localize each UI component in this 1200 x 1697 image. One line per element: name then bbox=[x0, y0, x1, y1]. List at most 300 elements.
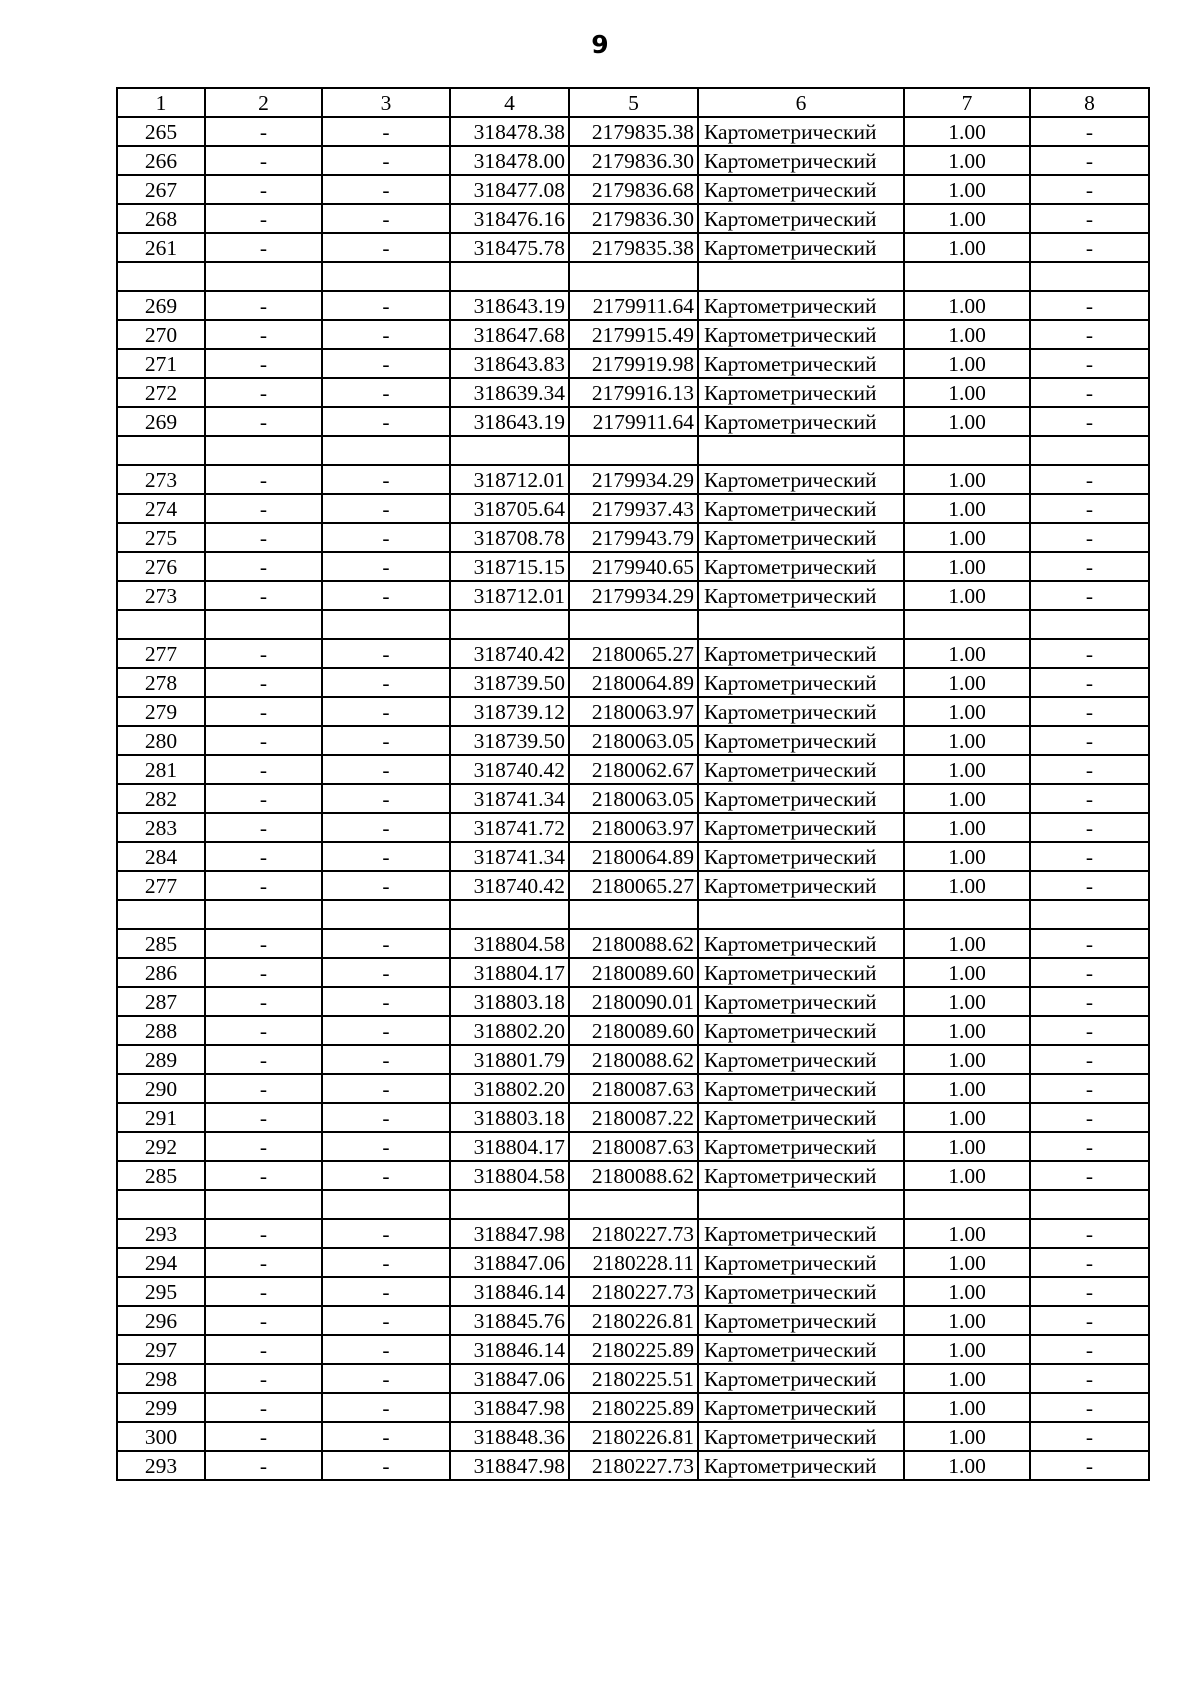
col8-cell: - bbox=[1030, 581, 1149, 610]
accuracy-cell: 1.00 bbox=[904, 1335, 1030, 1364]
col8-cell: - bbox=[1030, 465, 1149, 494]
col2-cell: - bbox=[205, 987, 322, 1016]
table-row bbox=[117, 552, 1149, 581]
table-row bbox=[117, 175, 1149, 204]
method-cell: Картометрический bbox=[698, 1219, 904, 1248]
col3-cell bbox=[322, 262, 450, 291]
col2-cell: - bbox=[205, 958, 322, 987]
accuracy-cell: 1.00 bbox=[904, 668, 1030, 697]
method-cell: Картометрический bbox=[698, 146, 904, 175]
accuracy-cell: 1.00 bbox=[904, 987, 1030, 1016]
x-coordinate-cell: 318804.17 bbox=[450, 958, 569, 987]
col2-cell: - bbox=[205, 233, 322, 262]
point-number-cell: 299 bbox=[117, 1393, 205, 1422]
col3-cell: - bbox=[322, 552, 450, 581]
x-coordinate-cell: 318802.20 bbox=[450, 1016, 569, 1045]
col2-cell: - bbox=[205, 349, 322, 378]
y-coordinate-cell: 2180064.89 bbox=[569, 842, 698, 871]
method-cell: Картометрический bbox=[698, 291, 904, 320]
col2-cell: - bbox=[205, 204, 322, 233]
table-row bbox=[117, 494, 1149, 523]
col3-cell: - bbox=[322, 349, 450, 378]
accuracy-cell: 1.00 bbox=[904, 204, 1030, 233]
y-coordinate-cell: 2179940.65 bbox=[569, 552, 698, 581]
accuracy-cell: 1.00 bbox=[904, 523, 1030, 552]
col8-cell: - bbox=[1030, 958, 1149, 987]
table-row bbox=[117, 1364, 1149, 1393]
col3-cell: - bbox=[322, 1045, 450, 1074]
col3-cell: - bbox=[322, 465, 450, 494]
point-number-cell: 274 bbox=[117, 494, 205, 523]
accuracy-cell: 1.00 bbox=[904, 465, 1030, 494]
table-row bbox=[117, 1277, 1149, 1306]
col3-cell: - bbox=[322, 929, 450, 958]
table-row bbox=[117, 755, 1149, 784]
accuracy-cell: 1.00 bbox=[904, 1045, 1030, 1074]
table-row bbox=[117, 1306, 1149, 1335]
col3-cell: - bbox=[322, 755, 450, 784]
accuracy-cell: 1.00 bbox=[904, 726, 1030, 755]
y-coordinate-cell: 2180226.81 bbox=[569, 1306, 698, 1335]
point-number-cell bbox=[117, 610, 205, 639]
y-coordinate-cell: 2180225.51 bbox=[569, 1364, 698, 1393]
method-cell: Картометрический bbox=[698, 349, 904, 378]
x-coordinate-cell: 318478.00 bbox=[450, 146, 569, 175]
column-header: 2 bbox=[205, 88, 322, 117]
col2-cell: - bbox=[205, 146, 322, 175]
x-coordinate-cell: 318715.15 bbox=[450, 552, 569, 581]
accuracy-cell: 1.00 bbox=[904, 1132, 1030, 1161]
point-number-cell: 285 bbox=[117, 1161, 205, 1190]
y-coordinate-cell: 2179937.43 bbox=[569, 494, 698, 523]
point-number-cell: 292 bbox=[117, 1132, 205, 1161]
col3-cell: - bbox=[322, 320, 450, 349]
y-coordinate-cell: 2180227.73 bbox=[569, 1451, 698, 1480]
col2-cell: - bbox=[205, 1451, 322, 1480]
table-row bbox=[117, 117, 1149, 146]
col2-cell: - bbox=[205, 1219, 322, 1248]
accuracy-cell: 1.00 bbox=[904, 1074, 1030, 1103]
col2-cell: - bbox=[205, 175, 322, 204]
accuracy-cell: 1.00 bbox=[904, 813, 1030, 842]
col2-cell: - bbox=[205, 1016, 322, 1045]
method-cell: Картометрический bbox=[698, 755, 904, 784]
x-coordinate-cell: 318478.38 bbox=[450, 117, 569, 146]
point-number-cell: 280 bbox=[117, 726, 205, 755]
method-cell: Картометрический bbox=[698, 378, 904, 407]
point-number-cell: 294 bbox=[117, 1248, 205, 1277]
col2-cell: - bbox=[205, 1422, 322, 1451]
accuracy-cell bbox=[904, 900, 1030, 929]
table-row bbox=[117, 1422, 1149, 1451]
method-cell: Картометрический bbox=[698, 581, 904, 610]
y-coordinate-cell: 2180088.62 bbox=[569, 1161, 698, 1190]
col8-cell: - bbox=[1030, 813, 1149, 842]
x-coordinate-cell: 318741.34 bbox=[450, 842, 569, 871]
method-cell bbox=[698, 1190, 904, 1219]
y-coordinate-cell: 2179911.64 bbox=[569, 407, 698, 436]
method-cell: Картометрический bbox=[698, 1248, 904, 1277]
x-coordinate-cell: 318705.64 bbox=[450, 494, 569, 523]
x-coordinate-cell: 318845.76 bbox=[450, 1306, 569, 1335]
y-coordinate-cell: 2179911.64 bbox=[569, 291, 698, 320]
point-number-cell: 277 bbox=[117, 871, 205, 900]
col3-cell: - bbox=[322, 784, 450, 813]
y-coordinate-cell: 2180063.05 bbox=[569, 726, 698, 755]
col3-cell: - bbox=[322, 1277, 450, 1306]
x-coordinate-cell: 318639.34 bbox=[450, 378, 569, 407]
col8-cell: - bbox=[1030, 1132, 1149, 1161]
col8-cell: - bbox=[1030, 1219, 1149, 1248]
table-row bbox=[117, 784, 1149, 813]
col2-cell: - bbox=[205, 581, 322, 610]
x-coordinate-cell bbox=[450, 900, 569, 929]
accuracy-cell: 1.00 bbox=[904, 581, 1030, 610]
table-row bbox=[117, 929, 1149, 958]
col2-cell: - bbox=[205, 871, 322, 900]
table-row bbox=[117, 987, 1149, 1016]
column-header: 6 bbox=[698, 88, 904, 117]
col8-cell: - bbox=[1030, 1422, 1149, 1451]
col3-cell bbox=[322, 436, 450, 465]
point-number-cell: 261 bbox=[117, 233, 205, 262]
table-row bbox=[117, 1016, 1149, 1045]
col2-cell: - bbox=[205, 320, 322, 349]
x-coordinate-cell: 318643.83 bbox=[450, 349, 569, 378]
col3-cell bbox=[322, 1190, 450, 1219]
col8-cell: - bbox=[1030, 842, 1149, 871]
col3-cell: - bbox=[322, 581, 450, 610]
method-cell: Картометрический bbox=[698, 117, 904, 146]
col2-cell: - bbox=[205, 842, 322, 871]
table-row bbox=[117, 1335, 1149, 1364]
accuracy-cell: 1.00 bbox=[904, 407, 1030, 436]
accuracy-cell: 1.00 bbox=[904, 1248, 1030, 1277]
col3-cell: - bbox=[322, 407, 450, 436]
col2-cell bbox=[205, 610, 322, 639]
table-row bbox=[117, 1045, 1149, 1074]
col2-cell bbox=[205, 1190, 322, 1219]
method-cell: Картометрический bbox=[698, 1451, 904, 1480]
col2-cell: - bbox=[205, 494, 322, 523]
col2-cell: - bbox=[205, 407, 322, 436]
accuracy-cell: 1.00 bbox=[904, 755, 1030, 784]
x-coordinate-cell bbox=[450, 1190, 569, 1219]
y-coordinate-cell: 2180225.89 bbox=[569, 1393, 698, 1422]
col2-cell bbox=[205, 436, 322, 465]
accuracy-cell: 1.00 bbox=[904, 871, 1030, 900]
col2-cell: - bbox=[205, 1335, 322, 1364]
column-header: 7 bbox=[904, 88, 1030, 117]
method-cell: Картометрический bbox=[698, 1393, 904, 1422]
col2-cell: - bbox=[205, 639, 322, 668]
y-coordinate-cell: 2180089.60 bbox=[569, 958, 698, 987]
col8-cell: - bbox=[1030, 117, 1149, 146]
col3-cell: - bbox=[322, 523, 450, 552]
col8-cell: - bbox=[1030, 668, 1149, 697]
y-coordinate-cell: 2180226.81 bbox=[569, 1422, 698, 1451]
x-coordinate-cell: 318804.17 bbox=[450, 1132, 569, 1161]
method-cell: Картометрический bbox=[698, 175, 904, 204]
col8-cell: - bbox=[1030, 175, 1149, 204]
point-number-cell: 296 bbox=[117, 1306, 205, 1335]
y-coordinate-cell: 2180227.73 bbox=[569, 1277, 698, 1306]
col8-cell bbox=[1030, 436, 1149, 465]
x-coordinate-cell: 318848.36 bbox=[450, 1422, 569, 1451]
col2-cell: - bbox=[205, 1364, 322, 1393]
table-row bbox=[117, 291, 1149, 320]
accuracy-cell: 1.00 bbox=[904, 1422, 1030, 1451]
table-row bbox=[117, 320, 1149, 349]
method-cell: Картометрический bbox=[698, 1364, 904, 1393]
col8-cell bbox=[1030, 900, 1149, 929]
table-row bbox=[117, 233, 1149, 262]
x-coordinate-cell: 318712.01 bbox=[450, 581, 569, 610]
col8-cell: - bbox=[1030, 726, 1149, 755]
method-cell: Картометрический bbox=[698, 871, 904, 900]
y-coordinate-cell: 2180088.62 bbox=[569, 1045, 698, 1074]
col3-cell: - bbox=[322, 1016, 450, 1045]
method-cell: Картометрический bbox=[698, 494, 904, 523]
method-cell: Картометрический bbox=[698, 233, 904, 262]
accuracy-cell: 1.00 bbox=[904, 117, 1030, 146]
col2-cell: - bbox=[205, 813, 322, 842]
y-coordinate-cell bbox=[569, 1190, 698, 1219]
accuracy-cell: 1.00 bbox=[904, 784, 1030, 813]
col8-cell: - bbox=[1030, 639, 1149, 668]
accuracy-cell: 1.00 bbox=[904, 291, 1030, 320]
accuracy-cell: 1.00 bbox=[904, 233, 1030, 262]
y-coordinate-cell bbox=[569, 436, 698, 465]
col3-cell: - bbox=[322, 842, 450, 871]
point-number-cell: 271 bbox=[117, 349, 205, 378]
method-cell: Картометрический bbox=[698, 842, 904, 871]
coordinates-table bbox=[116, 87, 1150, 1481]
col8-cell: - bbox=[1030, 523, 1149, 552]
point-number-cell: 265 bbox=[117, 117, 205, 146]
point-number-cell: 293 bbox=[117, 1219, 205, 1248]
y-coordinate-cell: 2179934.29 bbox=[569, 581, 698, 610]
x-coordinate-cell: 318739.12 bbox=[450, 697, 569, 726]
col3-cell: - bbox=[322, 1335, 450, 1364]
y-coordinate-cell: 2180089.60 bbox=[569, 1016, 698, 1045]
method-cell: Картометрический bbox=[698, 1277, 904, 1306]
col2-cell: - bbox=[205, 465, 322, 494]
x-coordinate-cell: 318477.08 bbox=[450, 175, 569, 204]
method-cell: Картометрический bbox=[698, 987, 904, 1016]
col8-cell: - bbox=[1030, 1306, 1149, 1335]
x-coordinate-cell: 318739.50 bbox=[450, 668, 569, 697]
point-number-cell: 289 bbox=[117, 1045, 205, 1074]
col3-cell: - bbox=[322, 1451, 450, 1480]
accuracy-cell bbox=[904, 436, 1030, 465]
accuracy-cell: 1.00 bbox=[904, 1103, 1030, 1132]
col8-cell: - bbox=[1030, 494, 1149, 523]
y-coordinate-cell bbox=[569, 610, 698, 639]
col3-cell: - bbox=[322, 697, 450, 726]
y-coordinate-cell: 2179943.79 bbox=[569, 523, 698, 552]
column-header: 1 bbox=[117, 88, 205, 117]
col3-cell: - bbox=[322, 1393, 450, 1422]
y-coordinate-cell: 2179915.49 bbox=[569, 320, 698, 349]
point-number-cell: 291 bbox=[117, 1103, 205, 1132]
x-coordinate-cell: 318740.42 bbox=[450, 639, 569, 668]
y-coordinate-cell: 2179919.98 bbox=[569, 349, 698, 378]
point-number-cell: 269 bbox=[117, 407, 205, 436]
x-coordinate-cell bbox=[450, 436, 569, 465]
y-coordinate-cell: 2180087.22 bbox=[569, 1103, 698, 1132]
col8-cell: - bbox=[1030, 233, 1149, 262]
point-number-cell: 270 bbox=[117, 320, 205, 349]
col2-cell: - bbox=[205, 726, 322, 755]
y-coordinate-cell: 2180088.62 bbox=[569, 929, 698, 958]
method-cell: Картометрический bbox=[698, 1074, 904, 1103]
table-row bbox=[117, 1074, 1149, 1103]
col8-cell: - bbox=[1030, 1277, 1149, 1306]
col8-cell: - bbox=[1030, 1335, 1149, 1364]
col3-cell: - bbox=[322, 813, 450, 842]
x-coordinate-cell: 318712.01 bbox=[450, 465, 569, 494]
col2-cell: - bbox=[205, 523, 322, 552]
col2-cell bbox=[205, 900, 322, 929]
method-cell: Картометрический bbox=[698, 668, 904, 697]
col2-cell: - bbox=[205, 552, 322, 581]
col8-cell: - bbox=[1030, 697, 1149, 726]
col8-cell: - bbox=[1030, 291, 1149, 320]
table-row bbox=[117, 668, 1149, 697]
accuracy-cell: 1.00 bbox=[904, 697, 1030, 726]
x-coordinate-cell: 318741.72 bbox=[450, 813, 569, 842]
col3-cell: - bbox=[322, 233, 450, 262]
accuracy-cell: 1.00 bbox=[904, 175, 1030, 204]
method-cell: Картометрический bbox=[698, 1161, 904, 1190]
y-coordinate-cell: 2180063.97 bbox=[569, 813, 698, 842]
col3-cell: - bbox=[322, 639, 450, 668]
col2-cell: - bbox=[205, 378, 322, 407]
col3-cell bbox=[322, 900, 450, 929]
col2-cell: - bbox=[205, 1248, 322, 1277]
x-coordinate-cell: 318846.14 bbox=[450, 1277, 569, 1306]
method-cell: Картометрический bbox=[698, 204, 904, 233]
col8-cell: - bbox=[1030, 1393, 1149, 1422]
col8-cell: - bbox=[1030, 552, 1149, 581]
point-number-cell: 285 bbox=[117, 929, 205, 958]
y-coordinate-cell: 2180065.27 bbox=[569, 871, 698, 900]
col8-cell: - bbox=[1030, 378, 1149, 407]
accuracy-cell: 1.00 bbox=[904, 1364, 1030, 1393]
accuracy-cell: 1.00 bbox=[904, 929, 1030, 958]
table-row bbox=[117, 581, 1149, 610]
table-row bbox=[117, 1103, 1149, 1132]
point-number-cell: 269 bbox=[117, 291, 205, 320]
x-coordinate-cell: 318847.98 bbox=[450, 1451, 569, 1480]
point-number-cell: 283 bbox=[117, 813, 205, 842]
col3-cell bbox=[322, 610, 450, 639]
x-coordinate-cell: 318740.42 bbox=[450, 871, 569, 900]
accuracy-cell bbox=[904, 610, 1030, 639]
col8-cell: - bbox=[1030, 1103, 1149, 1132]
table-row bbox=[117, 262, 1149, 291]
x-coordinate-cell: 318846.14 bbox=[450, 1335, 569, 1364]
method-cell: Картометрический bbox=[698, 1103, 904, 1132]
table-row bbox=[117, 639, 1149, 668]
col8-cell bbox=[1030, 1190, 1149, 1219]
x-coordinate-cell: 318740.42 bbox=[450, 755, 569, 784]
col8-cell: - bbox=[1030, 1045, 1149, 1074]
x-coordinate-cell: 318643.19 bbox=[450, 407, 569, 436]
column-header: 8 bbox=[1030, 88, 1149, 117]
x-coordinate-cell: 318804.58 bbox=[450, 1161, 569, 1190]
point-number-cell: 267 bbox=[117, 175, 205, 204]
col3-cell: - bbox=[322, 175, 450, 204]
point-number-cell: 272 bbox=[117, 378, 205, 407]
col8-cell bbox=[1030, 610, 1149, 639]
accuracy-cell: 1.00 bbox=[904, 1219, 1030, 1248]
y-coordinate-cell bbox=[569, 900, 698, 929]
method-cell: Картометрический bbox=[698, 697, 904, 726]
point-number-cell: 273 bbox=[117, 465, 205, 494]
point-number-cell bbox=[117, 262, 205, 291]
accuracy-cell: 1.00 bbox=[904, 378, 1030, 407]
col3-cell: - bbox=[322, 146, 450, 175]
accuracy-cell: 1.00 bbox=[904, 494, 1030, 523]
col2-cell: - bbox=[205, 1277, 322, 1306]
table-row bbox=[117, 813, 1149, 842]
col8-cell: - bbox=[1030, 784, 1149, 813]
accuracy-cell: 1.00 bbox=[904, 639, 1030, 668]
y-coordinate-cell: 2180225.89 bbox=[569, 1335, 698, 1364]
y-coordinate-cell: 2179835.38 bbox=[569, 117, 698, 146]
col3-cell: - bbox=[322, 291, 450, 320]
method-cell: Картометрический bbox=[698, 813, 904, 842]
point-number-cell: 284 bbox=[117, 842, 205, 871]
method-cell: Картометрический bbox=[698, 1045, 904, 1074]
point-number-cell: 278 bbox=[117, 668, 205, 697]
col8-cell: - bbox=[1030, 929, 1149, 958]
y-coordinate-cell: 2179836.30 bbox=[569, 146, 698, 175]
col2-cell: - bbox=[205, 1161, 322, 1190]
accuracy-cell: 1.00 bbox=[904, 1393, 1030, 1422]
point-number-cell: 287 bbox=[117, 987, 205, 1016]
method-cell bbox=[698, 900, 904, 929]
x-coordinate-cell bbox=[450, 610, 569, 639]
col3-cell: - bbox=[322, 1074, 450, 1103]
x-coordinate-cell: 318847.06 bbox=[450, 1364, 569, 1393]
y-coordinate-cell: 2180063.05 bbox=[569, 784, 698, 813]
point-number-cell: 277 bbox=[117, 639, 205, 668]
col8-cell: - bbox=[1030, 320, 1149, 349]
col2-cell: - bbox=[205, 1045, 322, 1074]
table-row bbox=[117, 204, 1149, 233]
col2-cell: - bbox=[205, 755, 322, 784]
column-header: 5 bbox=[569, 88, 698, 117]
accuracy-cell: 1.00 bbox=[904, 1306, 1030, 1335]
table-row bbox=[117, 1190, 1149, 1219]
accuracy-cell: 1.00 bbox=[904, 320, 1030, 349]
col3-cell: - bbox=[322, 1248, 450, 1277]
x-coordinate-cell: 318647.68 bbox=[450, 320, 569, 349]
y-coordinate-cell: 2180087.63 bbox=[569, 1132, 698, 1161]
method-cell: Картометрический bbox=[698, 465, 904, 494]
col3-cell: - bbox=[322, 1161, 450, 1190]
point-number-cell: 273 bbox=[117, 581, 205, 610]
col3-cell: - bbox=[322, 204, 450, 233]
table-body bbox=[117, 117, 1149, 1480]
method-cell: Картометрический bbox=[698, 407, 904, 436]
header-row bbox=[117, 88, 1149, 117]
x-coordinate-cell: 318801.79 bbox=[450, 1045, 569, 1074]
point-number-cell: 286 bbox=[117, 958, 205, 987]
